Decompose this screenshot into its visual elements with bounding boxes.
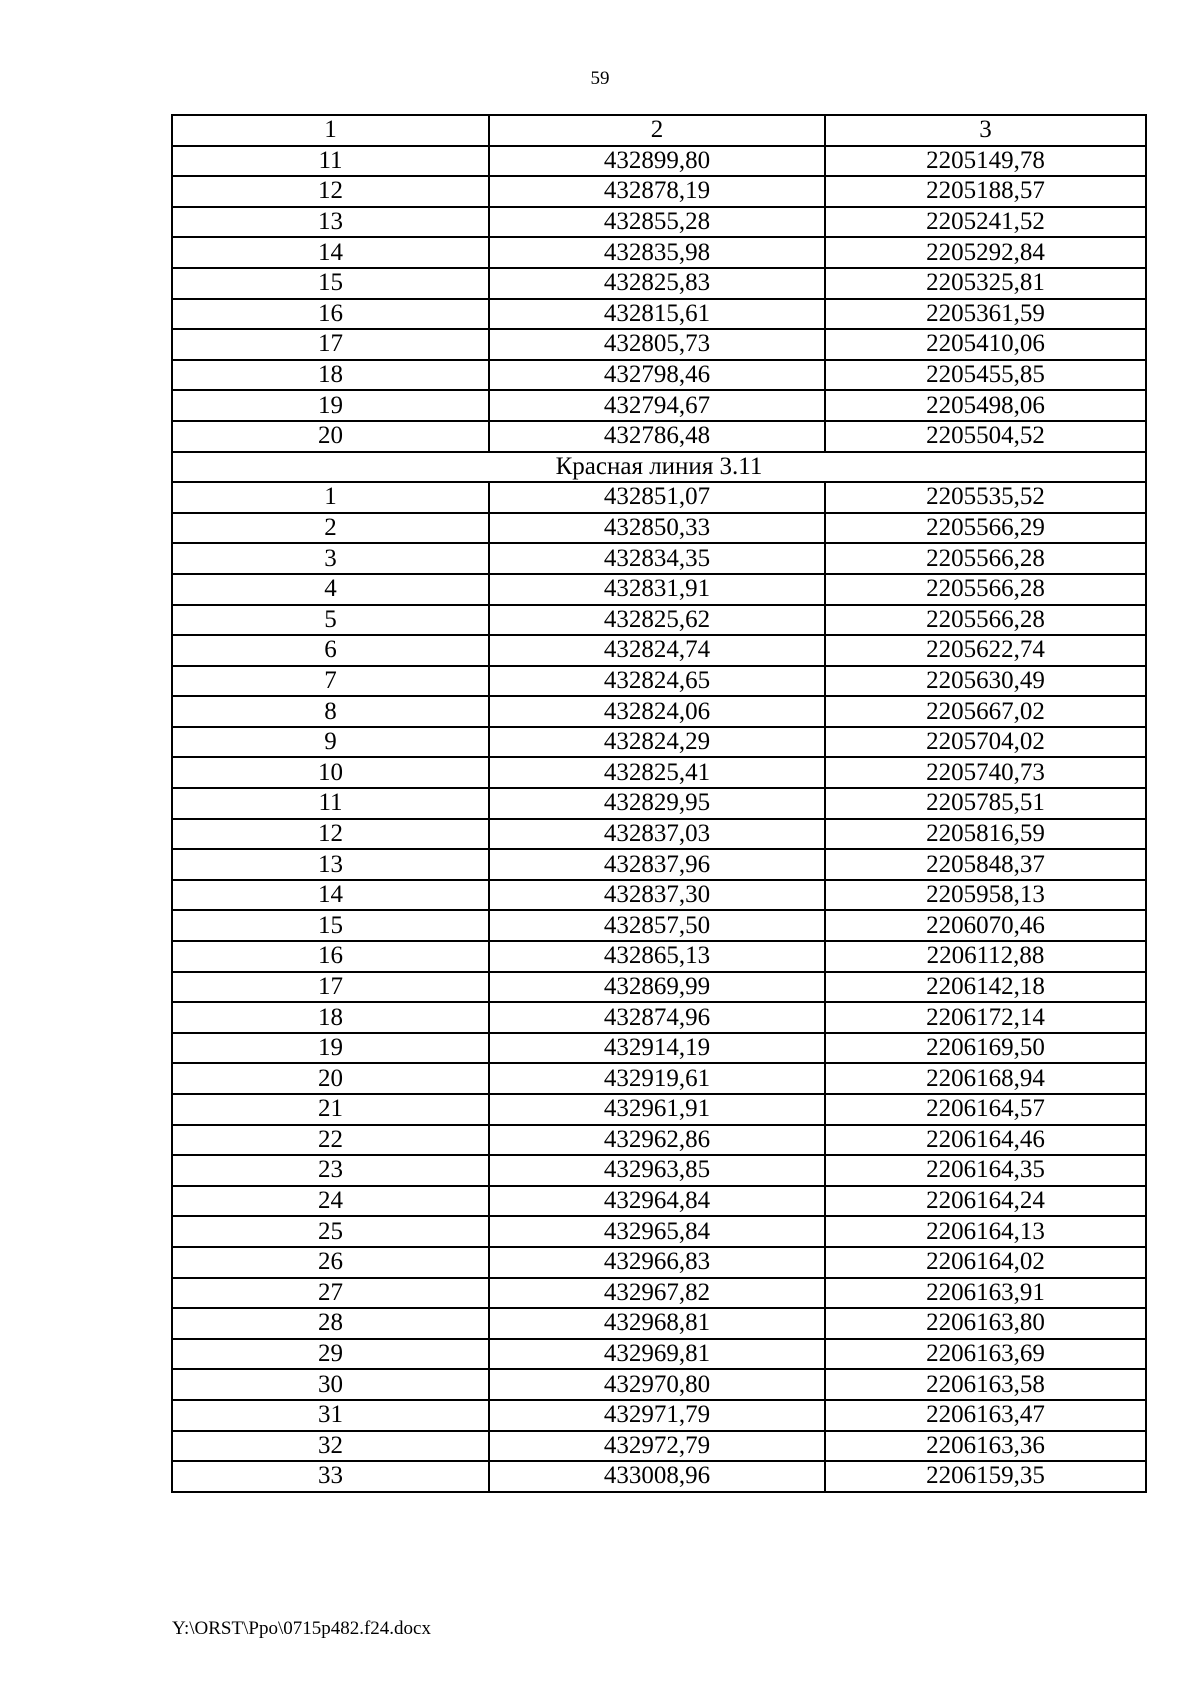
cell-y-coordinate: 2206164,13: [825, 1216, 1146, 1247]
table-row: [172, 605, 1146, 636]
cell-x-coordinate: 432835,98: [489, 237, 825, 268]
table-row: [172, 1094, 1146, 1125]
cell-point-number: 8: [172, 696, 489, 727]
cell-point-number: 11: [172, 146, 489, 177]
section-header-row: [172, 452, 1146, 483]
cell-x-coordinate: 432869,99: [489, 972, 825, 1003]
cell-y-coordinate: 2206112,88: [825, 941, 1146, 972]
cell-x-coordinate: 432815,61: [489, 299, 825, 330]
cell-x-coordinate: 432825,62: [489, 605, 825, 636]
cell-x-coordinate: 432962,86: [489, 1125, 825, 1156]
cell-x-coordinate: 432874,96: [489, 1002, 825, 1033]
cell-x-coordinate: 432824,74: [489, 635, 825, 666]
cell-x-coordinate: 432964,84: [489, 1186, 825, 1217]
cell-point-number: 5: [172, 605, 489, 636]
cell-y-coordinate: 2205566,29: [825, 513, 1146, 544]
table-row: [172, 1063, 1146, 1094]
cell-y-coordinate: 2205188,57: [825, 176, 1146, 207]
cell-y-coordinate: 2205958,13: [825, 880, 1146, 911]
cell-y-coordinate: 2206168,94: [825, 1063, 1146, 1094]
cell-point-number: 14: [172, 237, 489, 268]
table-row: [172, 513, 1146, 544]
table-row: [172, 543, 1146, 574]
cell-y-coordinate: 2206070,46: [825, 910, 1146, 941]
table-row: [172, 1431, 1146, 1462]
cell-x-coordinate: 433008,96: [489, 1461, 825, 1492]
cell-x-coordinate: 432824,29: [489, 727, 825, 758]
table-row: [172, 1186, 1146, 1217]
cell-y-coordinate: 2206169,50: [825, 1033, 1146, 1064]
cell-x-coordinate: 432919,61: [489, 1063, 825, 1094]
cell-point-number: 26: [172, 1247, 489, 1278]
cell-y-coordinate: 2205630,49: [825, 666, 1146, 697]
cell-point-number: 24: [172, 1186, 489, 1217]
cell-y-coordinate: 2205292,84: [825, 237, 1146, 268]
table-row: [172, 1155, 1146, 1186]
section-title: Красная линия 3.11: [172, 452, 1146, 483]
cell-x-coordinate: 432965,84: [489, 1216, 825, 1247]
table-row: [172, 360, 1146, 391]
cell-point-number: 13: [172, 849, 489, 880]
cell-y-coordinate: 2205816,59: [825, 819, 1146, 850]
cell-y-coordinate: 2205566,28: [825, 543, 1146, 574]
cell-point-number: 6: [172, 635, 489, 666]
cell-y-coordinate: 2205566,28: [825, 605, 1146, 636]
cell-point-number: 9: [172, 727, 489, 758]
cell-x-coordinate: 432837,30: [489, 880, 825, 911]
cell-point-number: 28: [172, 1308, 489, 1339]
table-row: [172, 1339, 1146, 1370]
table-row: [172, 574, 1146, 605]
table-row: [172, 1125, 1146, 1156]
cell-x-coordinate: 432969,81: [489, 1339, 825, 1370]
header-cell-x: 2: [489, 115, 825, 146]
cell-y-coordinate: 2205241,52: [825, 207, 1146, 238]
cell-point-number: 27: [172, 1278, 489, 1309]
cell-y-coordinate: 2206164,46: [825, 1125, 1146, 1156]
cell-y-coordinate: 2206163,36: [825, 1431, 1146, 1462]
cell-y-coordinate: 2206142,18: [825, 972, 1146, 1003]
table-row: [172, 819, 1146, 850]
table-row: [172, 788, 1146, 819]
cell-point-number: 4: [172, 574, 489, 605]
cell-y-coordinate: 2205622,74: [825, 635, 1146, 666]
cell-x-coordinate: 432972,79: [489, 1431, 825, 1462]
cell-point-number: 2: [172, 513, 489, 544]
cell-y-coordinate: 2206164,24: [825, 1186, 1146, 1217]
cell-x-coordinate: 432961,91: [489, 1094, 825, 1125]
cell-y-coordinate: 2205566,28: [825, 574, 1146, 605]
cell-point-number: 16: [172, 299, 489, 330]
cell-x-coordinate: 432825,41: [489, 757, 825, 788]
cell-x-coordinate: 432798,46: [489, 360, 825, 391]
cell-point-number: 1: [172, 482, 489, 513]
cell-x-coordinate: 432850,33: [489, 513, 825, 544]
cell-point-number: 31: [172, 1400, 489, 1431]
cell-point-number: 18: [172, 360, 489, 391]
cell-x-coordinate: 432824,06: [489, 696, 825, 727]
cell-y-coordinate: 2206172,14: [825, 1002, 1146, 1033]
cell-y-coordinate: 2205455,85: [825, 360, 1146, 391]
table-row: [172, 1400, 1146, 1431]
cell-point-number: 25: [172, 1216, 489, 1247]
cell-x-coordinate: 432851,07: [489, 482, 825, 513]
table-row: [172, 421, 1146, 452]
cell-point-number: 13: [172, 207, 489, 238]
cell-x-coordinate: 432914,19: [489, 1033, 825, 1064]
cell-y-coordinate: 2206164,02: [825, 1247, 1146, 1278]
table-row: [172, 1216, 1146, 1247]
cell-y-coordinate: 2205785,51: [825, 788, 1146, 819]
coordinates-table: [171, 114, 1147, 1493]
cell-y-coordinate: 2205667,02: [825, 696, 1146, 727]
cell-y-coordinate: 2205535,52: [825, 482, 1146, 513]
header-cell-y: 3: [825, 115, 1146, 146]
table-row: [172, 635, 1146, 666]
table-row: [172, 237, 1146, 268]
table-row: [172, 329, 1146, 360]
cell-x-coordinate: 432971,79: [489, 1400, 825, 1431]
table-row: [172, 727, 1146, 758]
cell-y-coordinate: 2206159,35: [825, 1461, 1146, 1492]
cell-y-coordinate: 2205848,37: [825, 849, 1146, 880]
cell-x-coordinate: 432855,28: [489, 207, 825, 238]
cell-point-number: 20: [172, 1063, 489, 1094]
table-row: [172, 1369, 1146, 1400]
cell-x-coordinate: 432824,65: [489, 666, 825, 697]
table-row: [172, 1002, 1146, 1033]
cell-x-coordinate: 432786,48: [489, 421, 825, 452]
cell-x-coordinate: 432834,35: [489, 543, 825, 574]
cell-y-coordinate: 2205410,06: [825, 329, 1146, 360]
cell-y-coordinate: 2205740,73: [825, 757, 1146, 788]
cell-x-coordinate: 432967,82: [489, 1278, 825, 1309]
table-row: [172, 390, 1146, 421]
cell-point-number: 33: [172, 1461, 489, 1492]
cell-point-number: 18: [172, 1002, 489, 1033]
table-row: [172, 1278, 1146, 1309]
cell-x-coordinate: 432829,95: [489, 788, 825, 819]
table-row: [172, 1461, 1146, 1492]
cell-point-number: 3: [172, 543, 489, 574]
cell-point-number: 16: [172, 941, 489, 972]
cell-y-coordinate: 2206163,47: [825, 1400, 1146, 1431]
cell-point-number: 30: [172, 1369, 489, 1400]
table-row: [172, 176, 1146, 207]
cell-point-number: 19: [172, 390, 489, 421]
table-row: [172, 666, 1146, 697]
cell-point-number: 14: [172, 880, 489, 911]
cell-point-number: 20: [172, 421, 489, 452]
cell-point-number: 17: [172, 972, 489, 1003]
cell-point-number: 17: [172, 329, 489, 360]
table-header-row: [172, 115, 1146, 146]
cell-y-coordinate: 2205504,52: [825, 421, 1146, 452]
table-row: [172, 1033, 1146, 1064]
table-row: [172, 482, 1146, 513]
cell-x-coordinate: 432970,80: [489, 1369, 825, 1400]
cell-point-number: 19: [172, 1033, 489, 1064]
cell-x-coordinate: 432794,67: [489, 390, 825, 421]
cell-y-coordinate: 2205325,81: [825, 268, 1146, 299]
cell-point-number: 23: [172, 1155, 489, 1186]
cell-y-coordinate: 2205361,59: [825, 299, 1146, 330]
cell-point-number: 12: [172, 176, 489, 207]
cell-y-coordinate: 2206164,57: [825, 1094, 1146, 1125]
cell-point-number: 12: [172, 819, 489, 850]
table-row: [172, 757, 1146, 788]
table-row: [172, 1247, 1146, 1278]
cell-point-number: 11: [172, 788, 489, 819]
table-row: [172, 146, 1146, 177]
cell-x-coordinate: 432837,03: [489, 819, 825, 850]
cell-x-coordinate: 432865,13: [489, 941, 825, 972]
cell-y-coordinate: 2206163,80: [825, 1308, 1146, 1339]
table-row: [172, 972, 1146, 1003]
cell-point-number: 22: [172, 1125, 489, 1156]
cell-x-coordinate: 432825,83: [489, 268, 825, 299]
cell-point-number: 15: [172, 268, 489, 299]
cell-y-coordinate: 2206163,91: [825, 1278, 1146, 1309]
cell-point-number: 29: [172, 1339, 489, 1370]
cell-y-coordinate: 2205498,06: [825, 390, 1146, 421]
table-row: [172, 910, 1146, 941]
page-number: 59: [590, 68, 610, 89]
table-row: [172, 696, 1146, 727]
cell-x-coordinate: 432805,73: [489, 329, 825, 360]
cell-point-number: 32: [172, 1431, 489, 1462]
table-row: [172, 880, 1146, 911]
cell-x-coordinate: 432857,50: [489, 910, 825, 941]
cell-x-coordinate: 432831,91: [489, 574, 825, 605]
cell-point-number: 15: [172, 910, 489, 941]
table-body: [172, 115, 1146, 1492]
header-cell-point: 1: [172, 115, 489, 146]
table-row: [172, 299, 1146, 330]
cell-x-coordinate: 432968,81: [489, 1308, 825, 1339]
table-row: [172, 1308, 1146, 1339]
table-row: [172, 268, 1146, 299]
cell-point-number: 21: [172, 1094, 489, 1125]
cell-x-coordinate: 432878,19: [489, 176, 825, 207]
cell-point-number: 7: [172, 666, 489, 697]
cell-point-number: 10: [172, 757, 489, 788]
table-row: [172, 849, 1146, 880]
footer-file-path: Y:\ORST\Ppo\0715p482.f24.docx: [172, 1618, 431, 1639]
cell-x-coordinate: 432899,80: [489, 146, 825, 177]
cell-y-coordinate: 2206164,35: [825, 1155, 1146, 1186]
cell-x-coordinate: 432837,96: [489, 849, 825, 880]
cell-y-coordinate: 2206163,69: [825, 1339, 1146, 1370]
cell-y-coordinate: 2205704,02: [825, 727, 1146, 758]
cell-x-coordinate: 432963,85: [489, 1155, 825, 1186]
cell-y-coordinate: 2205149,78: [825, 146, 1146, 177]
table-row: [172, 207, 1146, 238]
table-row: [172, 941, 1146, 972]
cell-y-coordinate: 2206163,58: [825, 1369, 1146, 1400]
cell-x-coordinate: 432966,83: [489, 1247, 825, 1278]
